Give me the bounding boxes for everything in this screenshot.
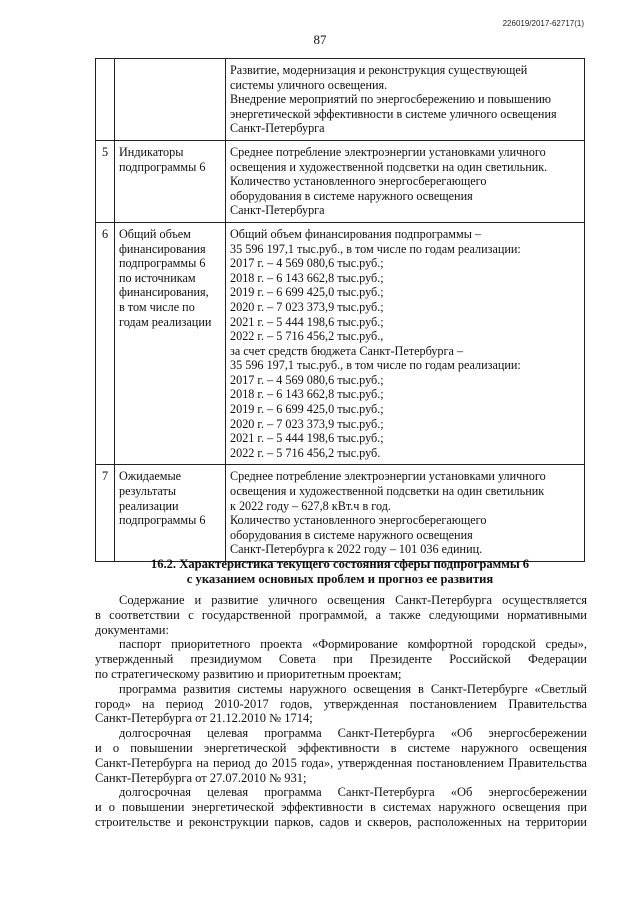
body-line: утвержденный президиумом Совета при Президенте Российской Федерации [95, 652, 587, 667]
parameter-value-cell [226, 222, 585, 465]
parameter-value-line: 2021 г. – 5 444 198,6 тыс.руб.; [230, 314, 384, 329]
parameter-name-cell [115, 59, 226, 141]
parameter-name-line: результаты [119, 484, 177, 499]
body-line: программа развития системы наружного освещения в Санкт-Петербурге «Светлый [119, 681, 587, 696]
parameter-value-line: Санкт-Петербурга к 2022 году – 101 036 единиц. [230, 542, 483, 557]
parameter-value-line: Среднее потребление электроэнергии установками уличного [230, 469, 546, 484]
parameter-value-line: к 2022 году – 627,8 кВт.ч в год. [230, 498, 391, 513]
parameter-name-line: в том числе по [119, 299, 195, 314]
body-line: и о повышении энергетической эффективности в системе наружного освещения [95, 740, 587, 755]
body-line: Санкт-Петербурга на период до 2015 года», утвержденная постановлением Правительства [95, 755, 587, 770]
parameter-name-line: подпрограммы 6 [119, 513, 206, 528]
section-body-text [95, 593, 587, 830]
parameter-value-line: 35 596 197,1 тыс.руб., в том числе по годам реализации: [230, 241, 521, 256]
parameter-name-line: Общий объем [119, 226, 191, 241]
parameter-name-line: подпрограммы 6 [119, 256, 206, 271]
parameter-name-line: подпрограммы 6 [119, 159, 206, 174]
body-line: Санкт-Петербурга от 21.12.2010 № 1714; [95, 711, 313, 726]
parameter-name-line: финансирования, [119, 285, 209, 300]
body-line: строительстве и реконструкции парков, садов и скверов, расположенных на территории [95, 814, 587, 829]
document-id: 226019/2017-62717(1) [502, 19, 584, 28]
parameter-value-line: 2022 г. – 5 716 456,2 тыс.руб., [230, 329, 384, 344]
parameter-value-line: Среднее потребление электроэнергии установками уличного [230, 144, 546, 159]
parameter-value-line: Развитие, модернизация и реконструкция существующей [230, 63, 528, 77]
parameter-name-line: Ожидаемые [119, 469, 182, 484]
subprogram-passport-table [95, 58, 585, 562]
parameter-name-line: по источникам [119, 270, 196, 285]
body-line: Санкт-Петербурга от 27.07.2010 № 931; [95, 770, 307, 785]
parameter-value-cell [226, 140, 585, 222]
section-title-line-2: с указанием основных проблем и прогноз ее развития [186, 572, 494, 586]
parameter-value-line: 2020 г. – 7 023 373,9 тыс.руб.; [230, 416, 384, 431]
parameter-name-cell [115, 465, 226, 562]
parameter-value-line: 35 596 197,1 тыс.руб., в том числе по годам реализации: [230, 358, 521, 373]
parameter-value-line: 2018 г. – 6 143 662,8 тыс.руб.; [230, 387, 384, 402]
parameter-value-line: энергетической эффективности в системе уличного освещения [230, 106, 557, 121]
parameter-name-line: реализации [119, 498, 179, 513]
parameter-value-line: Внедрение мероприятий по энергосбережению и повышению [230, 92, 552, 107]
parameter-value-line: Санкт-Петербурга [230, 203, 325, 218]
parameter-name-cell [115, 222, 226, 465]
parameter-value-line: Санкт-Петербурга [230, 121, 325, 136]
body-line: Содержание и развитие уличного освещения Санкт-Петербурга осуществляется [119, 593, 587, 607]
parameter-value-line: освещения и художественной подсветки на один светильник [230, 484, 545, 499]
parameter-value-line: за счет средств бюджета Санкт-Петербурга – [230, 343, 464, 358]
parameter-value-line: оборудования в системе наружного освещения [230, 527, 473, 542]
section-title-line-1: 16.2. Характеристика текущего состояния сферы подпрограммы 6 [150, 557, 530, 571]
row-number-cell: 6 [96, 222, 115, 465]
parameter-value-line: 2018 г. – 6 143 662,8 тыс.руб.; [230, 270, 384, 285]
body-line: город» на период 2010-2017 годов, утвержденная постановлением Правительства [95, 696, 587, 711]
table-row [96, 465, 585, 562]
body-line: по стратегическому развитию и приоритетным проектам; [95, 666, 402, 681]
row-number-cell [96, 59, 115, 141]
parameter-value-line: Общий объем финансирования подпрограммы – [230, 226, 482, 241]
page-number: 87 [313, 32, 327, 47]
body-line: документами: [95, 622, 169, 637]
parameter-value-line: 2017 г. – 4 569 080,6 тыс.руб.; [230, 256, 384, 271]
body-line: и о повышении энергетической эффективности в системах наружного освещения при [95, 800, 587, 815]
parameter-value-cell [226, 59, 585, 141]
row-number-cell: 5 [96, 140, 115, 222]
body-line: в соответствии с государственной программой, а также следующими нормативными [95, 607, 587, 622]
parameter-value-cell [226, 465, 585, 562]
table-row [96, 140, 585, 222]
table-row [96, 59, 585, 141]
parameter-value-line: 2019 г. – 6 699 425,0 тыс.руб.; [230, 285, 384, 300]
table-row [96, 222, 585, 465]
parameter-name-line: Индикаторы [119, 144, 184, 159]
parameter-name-line: финансирования [119, 241, 206, 256]
parameter-value-line: 2020 г. – 7 023 373,9 тыс.руб.; [230, 299, 384, 314]
section-title [90, 557, 590, 587]
parameter-value-line: оборудования в системе наружного освещения [230, 188, 473, 203]
parameter-name-cell [115, 140, 226, 222]
parameter-value-line: Количество установленного энергосберегающего [230, 513, 487, 528]
parameter-value-line: 2022 г. – 5 716 456,2 тыс.руб. [230, 445, 381, 460]
parameter-value-line: Количество установленного энергосберегающего [230, 174, 487, 189]
parameter-value-line: системы уличного освещения. [230, 77, 388, 92]
parameter-value-line: 2021 г. – 5 444 198,6 тыс.руб.; [230, 431, 384, 446]
body-line: паспорт приоритетного проекта «Формирование комфортной городской среды», [119, 637, 587, 652]
parameter-value-line: 2019 г. – 6 699 425,0 тыс.руб.; [230, 402, 384, 417]
parameter-value-line: освещения и художественной подсветки на один светильник. [230, 159, 548, 174]
parameter-name-line: годам реализации [119, 314, 212, 329]
parameter-value-line: 2017 г. – 4 569 080,6 тыс.руб.; [230, 372, 384, 387]
row-number-cell: 7 [96, 465, 115, 562]
body-line: долгосрочная целевая программа Санкт-Петербурга «Об энергосбережении [119, 785, 587, 800]
body-line: долгосрочная целевая программа Санкт-Петербурга «Об энергосбережении [119, 726, 587, 741]
